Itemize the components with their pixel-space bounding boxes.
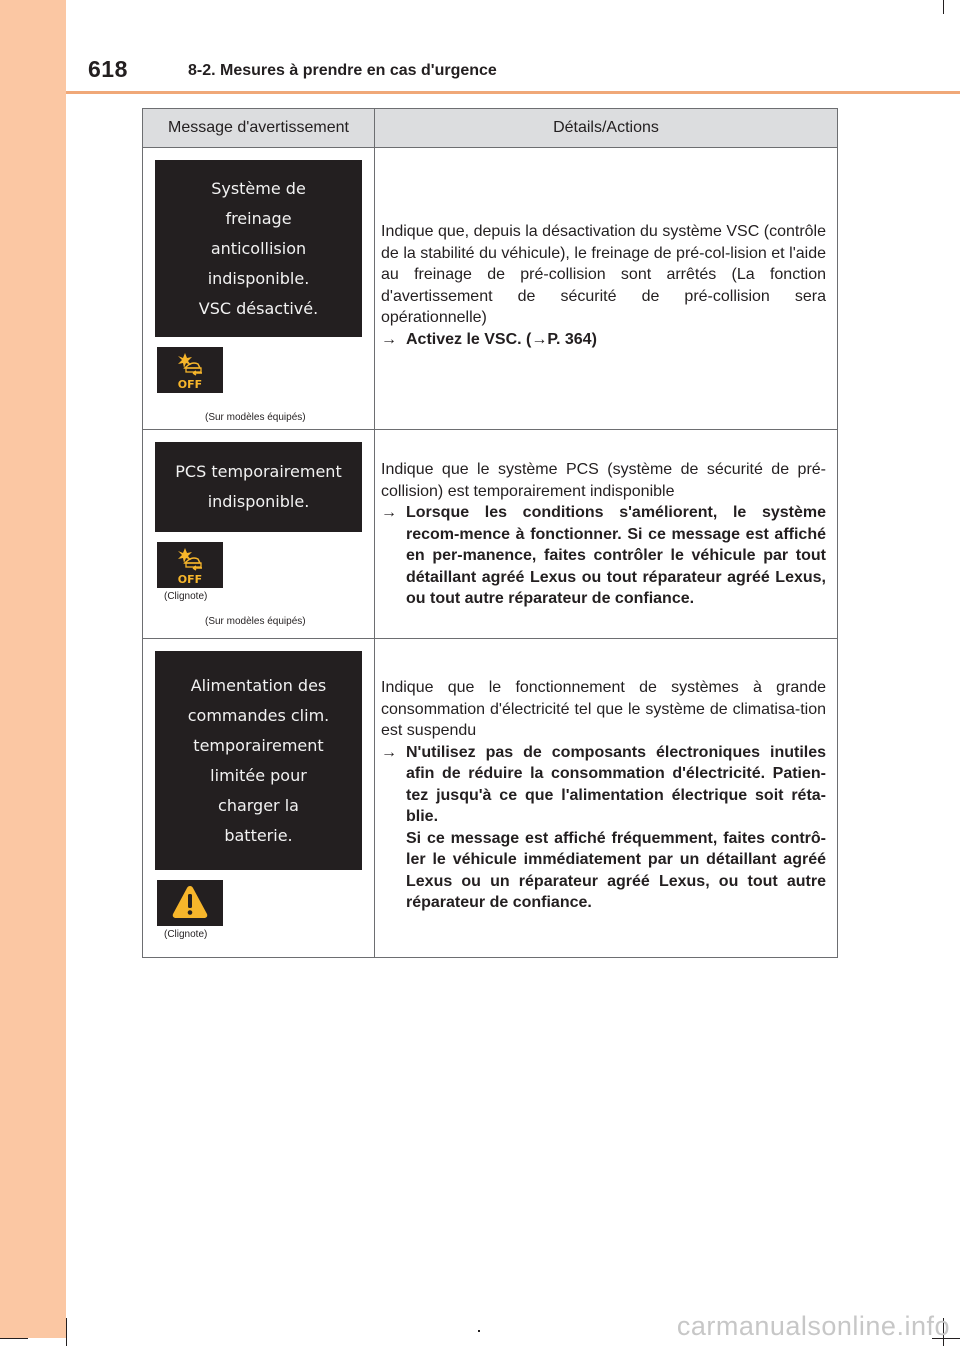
page-number: 618: [88, 56, 128, 82]
action-text: N'utilisez pas de composants électroniques inutiles afin de réduire la consommation d'électricité. Patien-tez jusqu'à ce que l'alimentation électrique soit réta-blie.: [406, 743, 826, 825]
pcs-off-icon: [157, 542, 223, 588]
blink-caption: (Clignote): [164, 929, 208, 940]
watermark: carmanualsonline.info: [676, 1311, 950, 1341]
header-rule: [66, 91, 960, 94]
models-caption: (Sur modèles équipés): [205, 616, 306, 627]
action-text: Activez le VSC. (→P. 364): [406, 330, 597, 348]
column-header-message: Message d'avertissement: [143, 109, 375, 148]
master-warning-icon: [157, 880, 223, 926]
svg-text:OFF: OFF: [177, 573, 203, 586]
details-cell: [375, 430, 838, 639]
warning-message-table: [142, 108, 838, 958]
crop-mark: [478, 1330, 480, 1332]
pcs-off-icon: [157, 347, 223, 393]
detail-text: Indique que, depuis la désactivation du système VSC (contrôle de la stabilité du véhicule), le freinage de pré-col-lision et l'aide au freinage de pré-collision sont arrêtés (La fonction d'avertissement de sécurité de pré-collision sera opérationnelle): [381, 223, 826, 326]
action-item: [381, 742, 826, 914]
message-cell: [143, 148, 375, 430]
arrow-icon: →: [381, 330, 397, 348]
arrow-icon: →: [381, 743, 397, 761]
table-row: [143, 430, 838, 639]
table-header-row: [143, 109, 838, 148]
detail-text: Indique que le système PCS (système de sécurité de pré-collision) est temporairement indisponible: [381, 461, 826, 500]
column-header-details: Détails/Actions: [375, 109, 838, 148]
multi-information-display-message: Alimentation des commandes clim. temporairement limitée pour charger la batterie.: [155, 651, 362, 870]
multi-information-display-message: Système de freinage anticollision indisponible. VSC désactivé.: [155, 160, 362, 337]
arrow-icon: →: [381, 504, 397, 521]
crop-mark: [0, 1338, 28, 1339]
crop-mark: [66, 1318, 67, 1346]
action-text-extra: Si ce message est affiché fréquemment, faites contrô-ler le véhicule immédiatement par un détaillant agréé Lexus ou un réparateur agréé Lexus, ou tout autre réparateur de confiance.: [406, 829, 826, 911]
section-title: 8-2. Mesures à prendre en cas d'urgence: [188, 62, 497, 79]
multi-information-display-message: PCS temporairement indisponible.: [155, 442, 362, 532]
blink-caption: (Clignote): [164, 591, 208, 602]
action-item: [381, 329, 826, 351]
details-cell: [375, 639, 838, 958]
table-row: [143, 639, 838, 958]
action-text: Lorsque les conditions s'améliorent, le système recom-mence à fonctionner. Si ce message est affiché en per-manence, faites contrôler le véhicule par tout détaillant agréé Lexus ou tout réparateur agréé Lexus, ou tout autre réparateur de confiance.: [406, 504, 826, 607]
models-caption: (Sur modèles équipés): [205, 412, 306, 423]
detail-text: Indique que le fonctionnement de systèmes à grande consommation d'électricité tel que le système de climatisa-tion est suspendu: [381, 679, 826, 739]
page-margin-band: [0, 0, 66, 1338]
message-cell: [143, 639, 375, 958]
details-cell: [375, 148, 838, 430]
svg-text:OFF: OFF: [177, 378, 203, 391]
crop-mark: [943, 0, 944, 14]
table-row: [143, 148, 838, 430]
action-item: [381, 502, 826, 610]
message-cell: [143, 430, 375, 639]
